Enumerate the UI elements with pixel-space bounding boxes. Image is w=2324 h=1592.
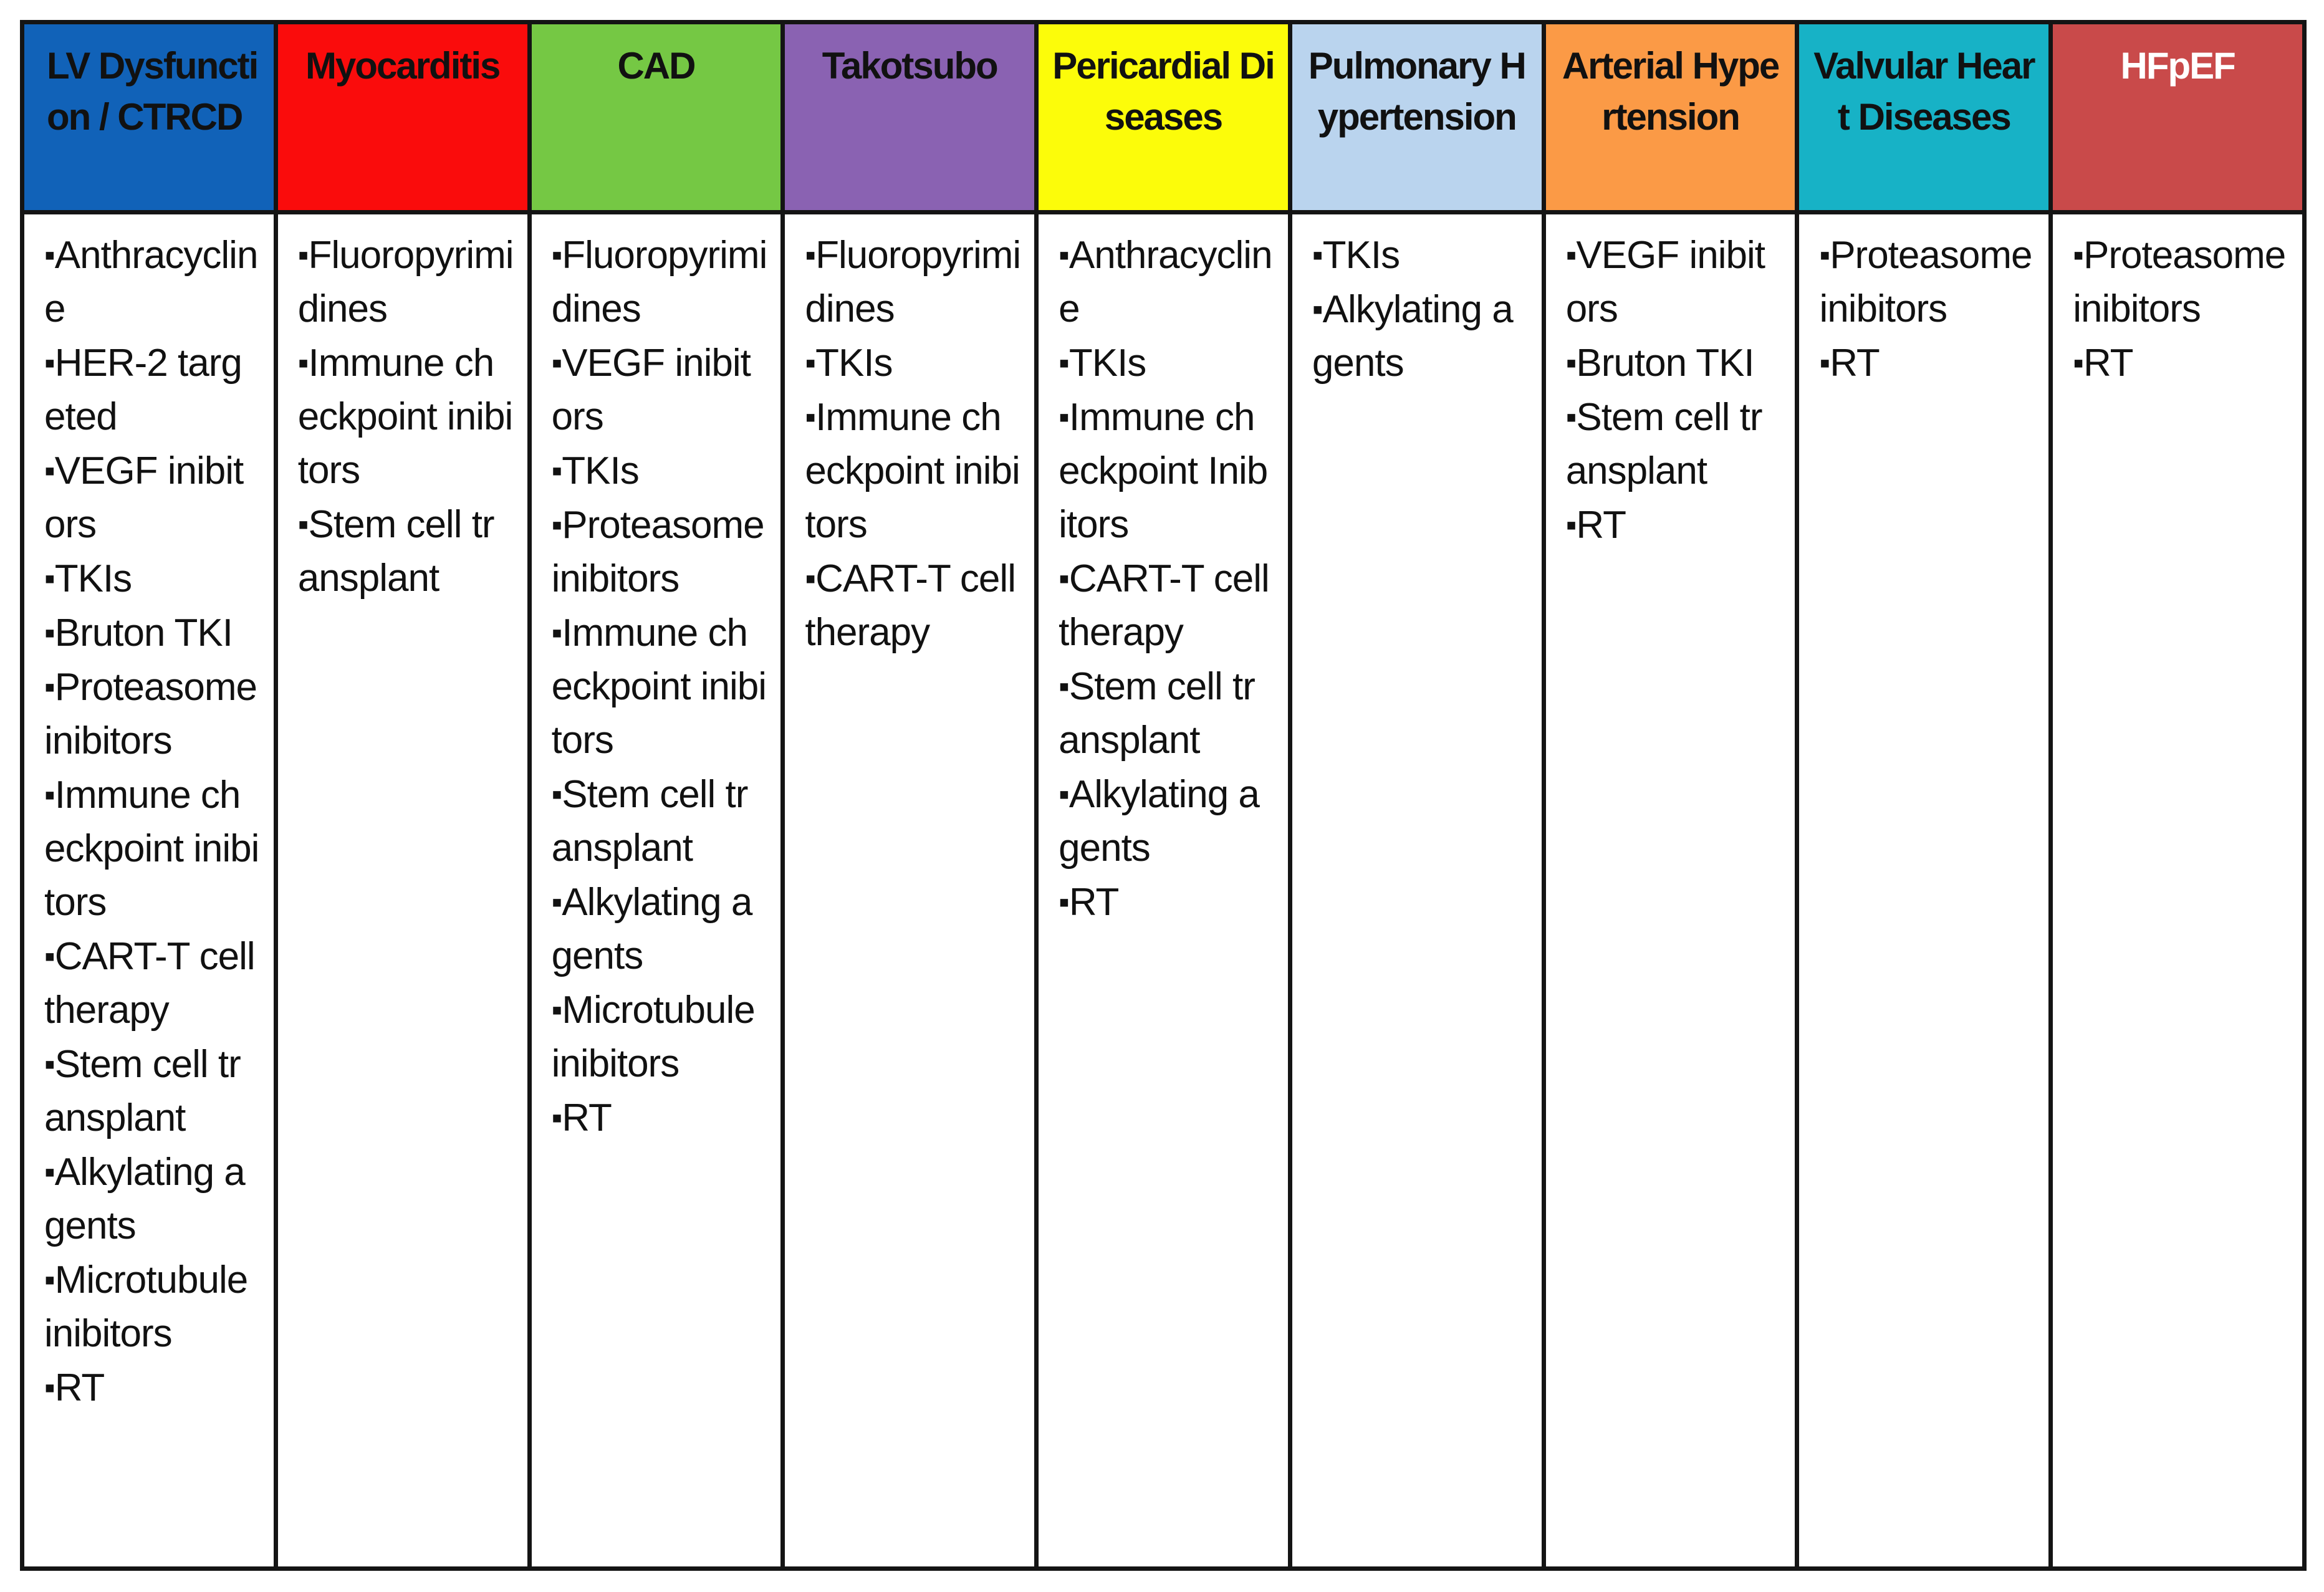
bullet-icon: ▪: [44, 345, 55, 380]
list-item-label: Proteasome inibitors: [551, 504, 764, 600]
list-item-label: CART-T cell therapy: [1059, 557, 1269, 654]
table-column: [532, 24, 785, 1566]
bullet-icon: ▪: [1059, 237, 1069, 272]
list-item-label: Fluoropyrimidines: [297, 234, 514, 330]
bullet-icon: ▪: [2073, 345, 2083, 380]
list-item: [44, 228, 261, 336]
bullet-icon: ▪: [44, 1370, 55, 1405]
list-item: [298, 497, 515, 605]
bullet-icon: ▪: [297, 507, 309, 542]
list-item-label: Stem cell transplant: [44, 1043, 241, 1139]
list-item: [552, 228, 769, 336]
list-item-label: Alkylating agents: [551, 881, 752, 977]
bullet-icon: ▪: [1059, 885, 1069, 919]
bullet-icon: ▪: [44, 669, 55, 704]
bullet-icon: ▪: [1059, 669, 1069, 704]
column-body: [785, 214, 1034, 1566]
list-item: [1059, 228, 1275, 336]
column-body: [1799, 214, 2048, 1566]
list-item-label: RT: [2083, 342, 2133, 385]
table-column: [785, 24, 1039, 1566]
list-item: [1312, 282, 1529, 390]
list-item-label: Fluoropyrimidines: [805, 234, 1021, 330]
list-item: [805, 552, 1022, 659]
list-item: [1566, 228, 1783, 336]
list-item-label: TKIs: [54, 557, 132, 600]
list-item: [1059, 767, 1275, 875]
bullet-icon: ▪: [551, 1100, 562, 1135]
bullet-icon: ▪: [1059, 400, 1069, 434]
bullet-icon: ▪: [297, 345, 309, 380]
list-item-label: VEGF inibitors: [44, 449, 244, 546]
list-item: [44, 768, 261, 929]
list-item-label: Stem cell transplant: [1565, 396, 1762, 492]
list-item: [298, 228, 515, 336]
list-item-label: Anthracycline: [1059, 234, 1272, 330]
column-body: [24, 214, 274, 1566]
bullet-icon: ▪: [805, 561, 816, 596]
list-item: [1059, 390, 1275, 552]
list-item: [44, 336, 261, 444]
list-item: [44, 552, 261, 606]
bullet-icon: ▪: [44, 561, 55, 596]
list-item-label: Anthracycline: [44, 234, 258, 330]
list-item: [1819, 336, 2036, 390]
list-item: [2073, 228, 2290, 336]
list-item-label: Stem cell transplant: [1059, 665, 1255, 762]
list-item: [1059, 336, 1275, 390]
list-item-label: Immune checkpoint Inibitors: [1059, 396, 1268, 546]
table-column: [24, 24, 278, 1566]
list-item: [1059, 875, 1275, 929]
list-item: [1059, 552, 1275, 659]
column-header: LV Dysfunction / CTRCD: [24, 24, 274, 214]
bullet-icon: ▪: [551, 777, 562, 812]
bullet-icon: ▪: [551, 885, 562, 919]
bullet-icon: ▪: [805, 400, 816, 434]
bullet-icon: ▪: [297, 237, 309, 272]
list-item: [44, 1361, 261, 1415]
list-item-label: CART-T cell therapy: [805, 557, 1016, 654]
column-body: [1546, 214, 1795, 1566]
list-item: [44, 1253, 261, 1361]
list-item: [552, 767, 769, 875]
bullet-icon: ▪: [2073, 237, 2083, 272]
list-item-label: Microtubule inibitors: [551, 989, 755, 1085]
list-item-label: Fluoropyrimidines: [551, 234, 767, 330]
bullet-icon: ▪: [551, 615, 562, 650]
column-header: Pericardial Diseases: [1039, 24, 1288, 214]
list-item-label: RT: [1068, 881, 1119, 924]
bullet-icon: ▪: [1819, 345, 1830, 380]
column-header: Myocarditis: [278, 24, 527, 214]
list-item: [298, 336, 515, 497]
bullet-icon: ▪: [805, 345, 816, 380]
list-item: [1059, 659, 1275, 767]
list-item: [1819, 228, 2036, 336]
list-item-label: Proteasome inibitors: [44, 666, 257, 762]
list-item: [1566, 390, 1783, 498]
bullet-icon: ▪: [1059, 345, 1069, 380]
list-item-label: Proteasome inibitors: [2073, 234, 2286, 330]
column-body: [1292, 214, 1542, 1566]
column-header: Takotsubo: [785, 24, 1034, 214]
list-item-label: RT: [1576, 504, 1626, 547]
list-item: [552, 498, 769, 606]
bullet-icon: ▪: [1565, 507, 1577, 542]
bullet-icon: ▪: [1312, 237, 1323, 272]
list-item: [805, 336, 1022, 390]
table-column: [1292, 24, 1546, 1566]
list-item-label: VEGF inibitors: [551, 342, 751, 438]
list-item: [44, 929, 261, 1037]
bullet-icon: ▪: [1059, 777, 1069, 812]
list-item-label: CART-T cell therapy: [44, 935, 255, 1032]
list-item: [44, 606, 261, 660]
list-item: [805, 390, 1022, 552]
column-header: HFpEF: [2053, 24, 2302, 214]
list-item: [552, 983, 769, 1091]
bullet-icon: ▪: [551, 345, 562, 380]
table-column: [1799, 24, 2053, 1566]
list-item: [2073, 336, 2290, 390]
list-item: [805, 228, 1022, 336]
list-item: [552, 606, 769, 767]
bullet-icon: ▪: [1059, 561, 1069, 596]
bullet-icon: ▪: [1565, 237, 1577, 272]
list-item-label: RT: [562, 1096, 612, 1139]
list-item: [1566, 498, 1783, 552]
list-item-label: TKIs: [562, 449, 639, 492]
column-header: CAD: [532, 24, 781, 214]
column-body: [532, 214, 781, 1566]
table-column: [1546, 24, 1800, 1566]
list-item: [44, 444, 261, 552]
list-item-label: VEGF inibitors: [1565, 234, 1765, 330]
bullet-icon: ▪: [44, 237, 55, 272]
list-item-label: HER-2 targeted: [44, 342, 242, 438]
bullet-icon: ▪: [44, 1154, 55, 1189]
bullet-icon: ▪: [44, 1047, 55, 1081]
list-item: [552, 875, 769, 983]
list-item-label: Immune checkpoint inibitors: [805, 396, 1020, 546]
bullet-icon: ▪: [44, 939, 55, 974]
column-body: [278, 214, 527, 1566]
list-item-label: Stem cell transplant: [551, 773, 748, 870]
cardiotoxicity-table: [20, 20, 2307, 1571]
column-body: [1039, 214, 1288, 1566]
bullet-icon: ▪: [1565, 345, 1577, 380]
list-item-label: Alkylating agents: [44, 1151, 245, 1247]
bullet-icon: ▪: [551, 453, 562, 488]
list-item-label: Alkylating agents: [1059, 773, 1259, 870]
list-item-label: RT: [1830, 342, 1880, 385]
bullet-icon: ▪: [44, 453, 55, 488]
list-item-label: Bruton TKI: [1576, 342, 1754, 385]
list-item: [1566, 336, 1783, 390]
bullet-icon: ▪: [1819, 237, 1830, 272]
bullet-icon: ▪: [551, 237, 562, 272]
column-header: Valvular Heart Diseases: [1799, 24, 2048, 214]
bullet-icon: ▪: [1312, 292, 1323, 327]
list-item-label: Microtubule inibitors: [44, 1259, 248, 1355]
bullet-icon: ▪: [805, 237, 816, 272]
list-item-label: RT: [54, 1366, 105, 1409]
list-item-label: Stem cell transplant: [297, 503, 494, 600]
column-header: Pulmonary Hypertension: [1292, 24, 1542, 214]
bullet-icon: ▪: [44, 1262, 55, 1297]
list-item: [1312, 228, 1529, 282]
list-item-label: Immune checkpoint inibitors: [297, 342, 513, 492]
list-item: [44, 660, 261, 768]
list-item: [552, 444, 769, 498]
bullet-icon: ▪: [44, 615, 55, 650]
table-column: [2053, 24, 2302, 1566]
bullet-icon: ▪: [551, 507, 562, 542]
list-item-label: Bruton TKI: [54, 611, 233, 655]
bullet-icon: ▪: [44, 777, 55, 812]
list-item-label: TKIs: [1068, 342, 1146, 385]
list-item-label: TKIs: [1322, 234, 1400, 277]
bullet-icon: ▪: [551, 992, 562, 1027]
list-item-label: Alkylating agents: [1312, 288, 1513, 385]
list-item: [552, 1091, 769, 1145]
list-item-label: TKIs: [815, 342, 893, 385]
table-column: [278, 24, 532, 1566]
table-column: [1039, 24, 1292, 1566]
list-item: [44, 1145, 261, 1253]
column-header: Arterial Hypertension: [1546, 24, 1795, 214]
column-body: [2053, 214, 2302, 1566]
list-item-label: Immune checkpoint inibitors: [551, 611, 766, 762]
list-item-label: Proteasome inibitors: [1819, 234, 2032, 330]
bullet-icon: ▪: [1565, 400, 1577, 434]
list-item-label: Immune checkpoint inibitors: [44, 774, 259, 924]
list-item: [552, 336, 769, 444]
list-item: [44, 1037, 261, 1145]
